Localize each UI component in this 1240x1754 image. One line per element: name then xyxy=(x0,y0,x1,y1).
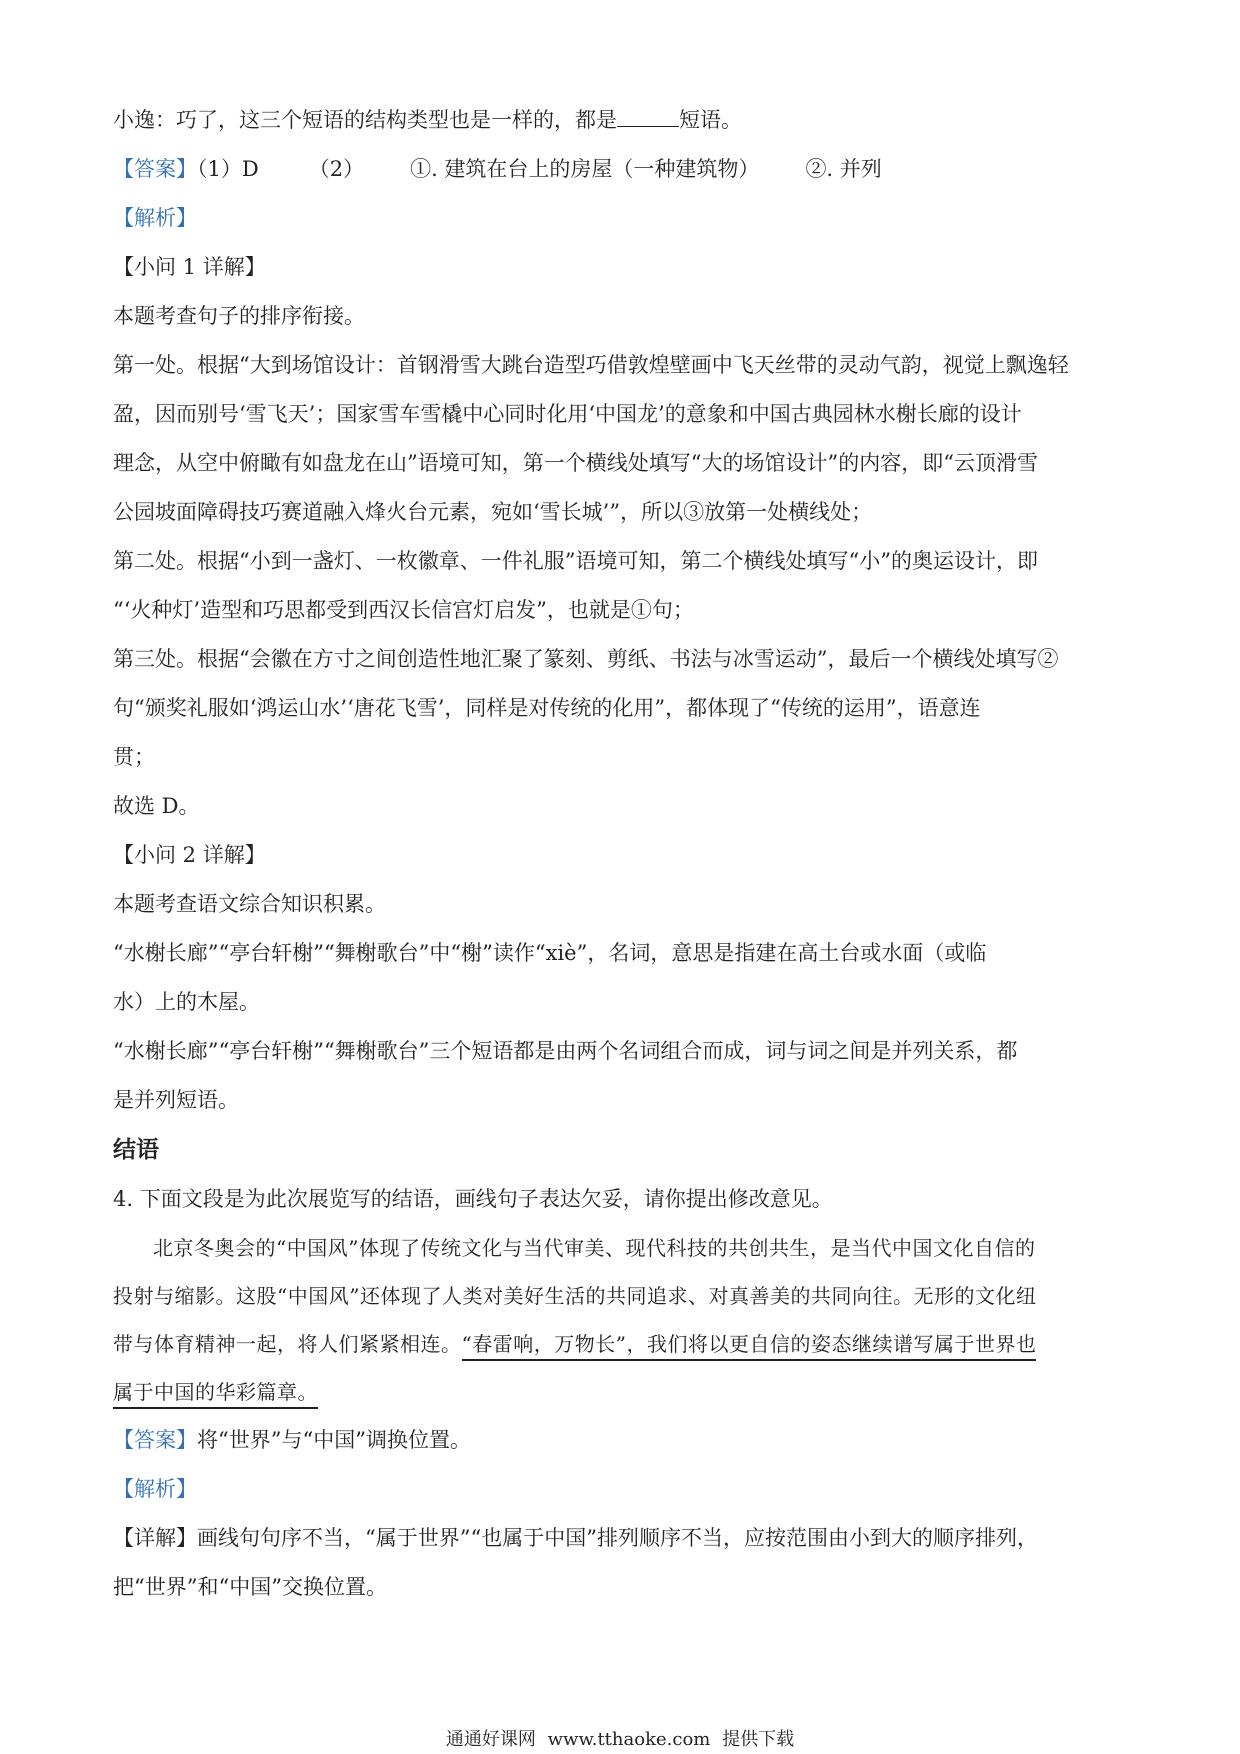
text-line: 盈，因而别号‘雪飞天’；国家雪车雪橇中心同时化用‘中国龙’的意象和中国古典园林水榭长廊的设计 xyxy=(113,402,1022,426)
analysis-tag: 【解析】 xyxy=(113,1477,197,1501)
detail-line: 【详解】画线句句序不当，“属于世界”“也属于中国”排列顺序不当，应按范围由小到大的顺序排列， xyxy=(113,1526,1038,1550)
analysis-tag: 【解析】 xyxy=(113,206,197,230)
text-line: 故选 D。 xyxy=(113,794,200,818)
question-4: 4. 下面文段是为此次展览写的结语，画线句子表达欠妥，请你提出修改意见。 xyxy=(113,1187,833,1211)
text-line: 贯； xyxy=(113,745,155,769)
passage-line: 带与体育精神一起，将人们紧紧相连。“春雷响，万物长”，我们将以更自信的姿态继续谱写属于世界也 xyxy=(113,1320,1128,1368)
subquestion-2-heading: 【小问 2 详解】 xyxy=(113,843,266,867)
text-line: “水榭长廊”“亭台轩榭”“舞榭歌台”中“榭”读作“xiè”，名词，意思是指建在高土台或水面（或临 xyxy=(113,941,987,965)
document-content xyxy=(113,96,1128,1612)
text-line: “‘火种灯’造型和巧思都受到西汉长信宫灯启发”，也就是①句； xyxy=(113,598,694,622)
text-line: 公园坡面障碍技巧赛道融入烽火台元素，宛如‘雪长城’”，所以③放第一处横线处； xyxy=(113,500,873,524)
section-heading: 结语 xyxy=(113,1137,159,1163)
text-line: 句“颁奖礼服如‘鸿运山水’‘唐花飞雪’，同样是对传统的化用”，都体现了“传统的运用”，语意连 xyxy=(113,696,981,720)
underlined-sentence: 属于中国的华彩篇章。 xyxy=(113,1380,318,1409)
text-line: 水）上的木屋。 xyxy=(113,990,260,1014)
text-line: 本题考查语文综合知识积累。 xyxy=(113,892,386,916)
subquestion-1-heading: 【小问 1 详解】 xyxy=(113,255,266,279)
passage-line: 投射与缩影。这股“中国风”还体现了人类对美好生活的共同追求、对真善美的共同向往。无形的文化纽 xyxy=(113,1284,1037,1308)
text-line: 是并列短语。 xyxy=(113,1088,239,1112)
footer-url[interactable]: www.tthaoke.com xyxy=(547,1729,711,1750)
text-line: 第一处。根据“大到场馆设计：首钢滑雪大跳台造型巧借敦煌壁画中飞天丝带的灵动气韵，视觉上飘逸轻 xyxy=(113,353,1069,377)
dialogue-line: 小逸：巧了，这三个短语的结构类型也是一样的，都是 短语。 xyxy=(113,108,742,132)
passage-line: 北京冬奥会的“中国风”体现了传统文化与当代审美、现代科技的共创共生，是当代中国文化自信的 xyxy=(153,1236,1036,1260)
answer-tag: 【答案】 xyxy=(113,1428,197,1452)
underlined-sentence: “春雷响，万物长”，我们将以更自信的姿态继续谱写属于世界也 xyxy=(462,1332,1037,1361)
text-line: 第二处。根据“小到一盏灯、一枚徽章、一件礼服”语境可知，第二个横线处填写“小”的奥运设计，即 xyxy=(113,549,1038,573)
text-line: 第三处。根据“会徽在方寸之间创造性地汇聚了篆刻、剪纸、书法与冰雪运动”，最后一个横线处填写② xyxy=(113,647,1059,671)
answer-line-1: 【答案】（1）D （2） ①. 建筑在台上的房屋（一种建筑物） ②. 并列 xyxy=(113,157,882,181)
text-line: 把“世界”和“中国”交换位置。 xyxy=(113,1575,387,1599)
text-line: 理念，从空中俯瞰有如盘龙在山”语境可知，第一个横线处填写“大的场馆设计”的内容，即“云顶滑雪 xyxy=(113,451,1038,475)
footer-note: 提供下载 xyxy=(722,1729,795,1750)
answer-line-2: 【答案】将“世界”与“中国”调换位置。 xyxy=(113,1428,471,1452)
footer-site: 通通好课网 xyxy=(445,1729,536,1750)
answer-tag: 【答案】 xyxy=(113,157,197,181)
passage-line xyxy=(113,1368,1128,1416)
page-footer xyxy=(0,1725,1240,1751)
text-line: 本题考查句子的排序衔接。 xyxy=(113,304,365,328)
text-line: “水榭长廊”“亭台轩榭”“舞榭歌台”三个短语都是由两个名词组合而成，词与词之间是并列关系，都 xyxy=(113,1039,1018,1063)
fill-blank xyxy=(617,108,679,127)
